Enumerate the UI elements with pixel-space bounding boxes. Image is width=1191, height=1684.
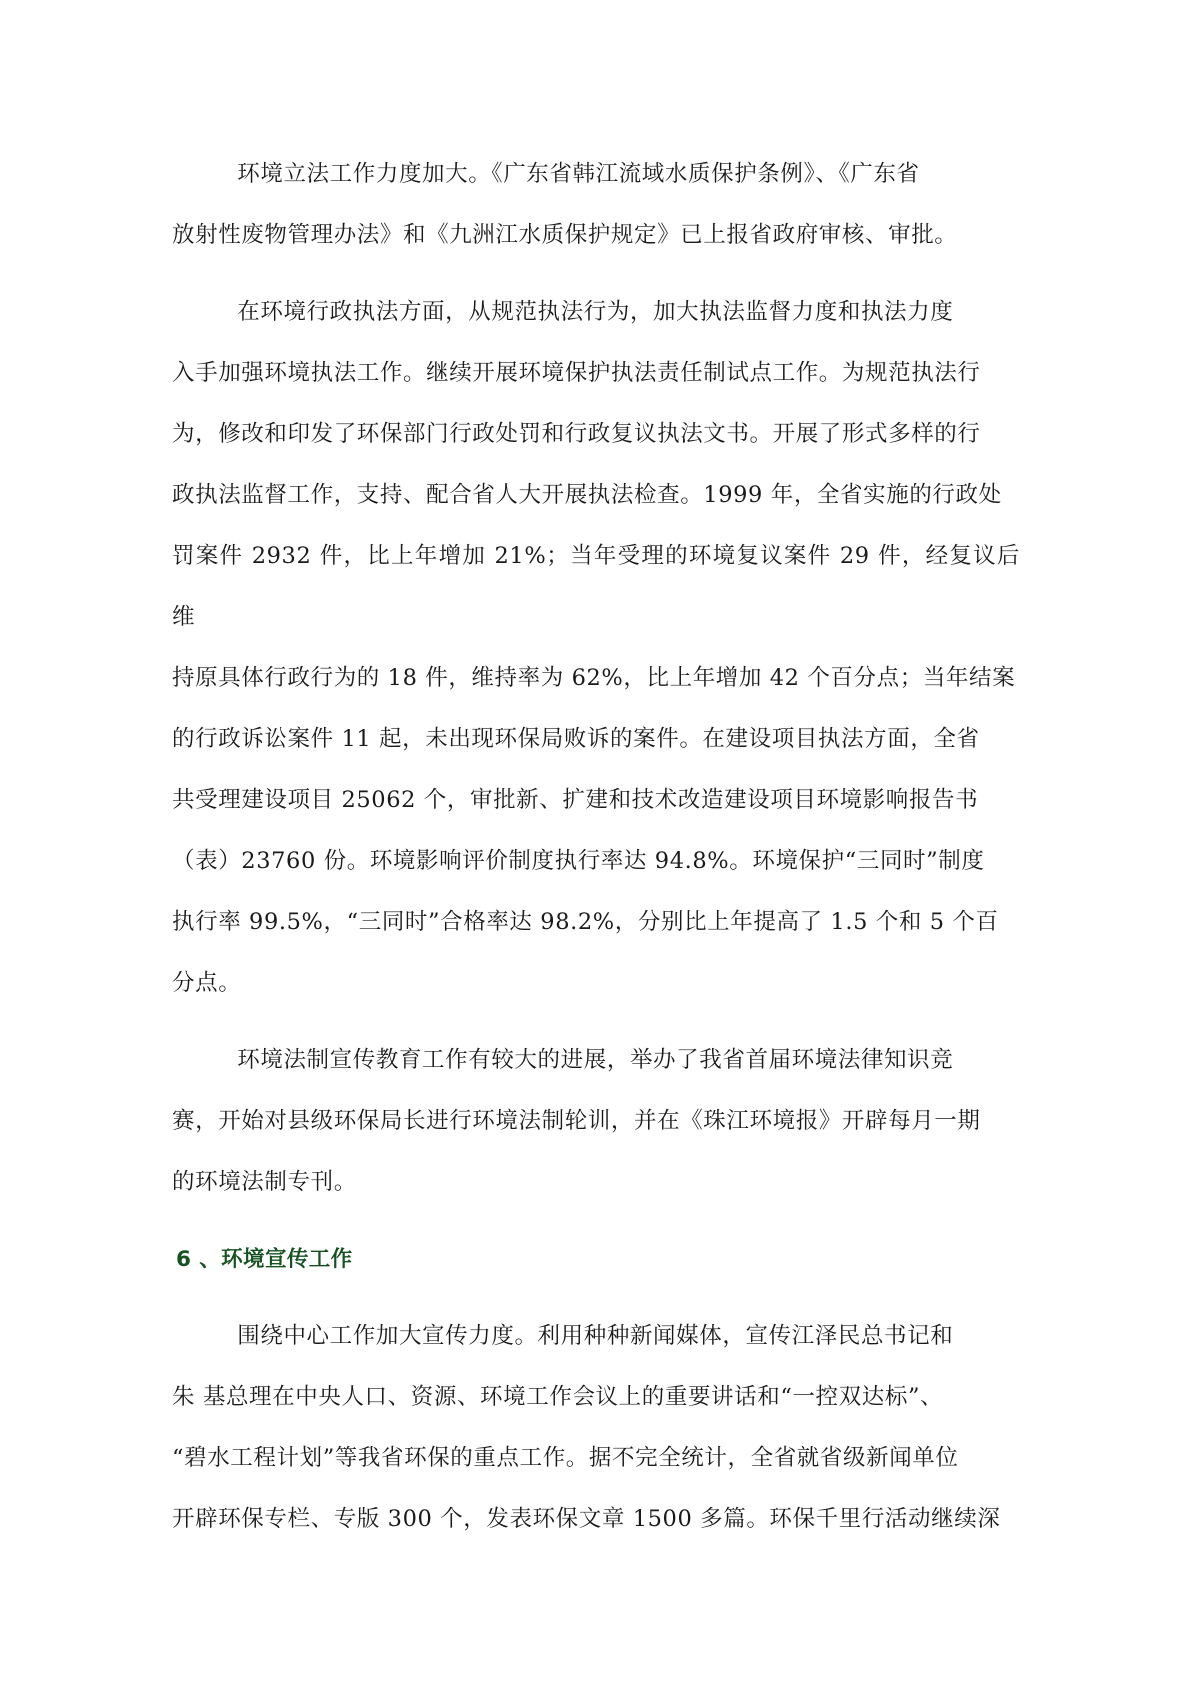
document-body xyxy=(172,144,1020,1566)
paragraph-administrative-enforcement: 在环境行政执法方面，从规范执法行为，加大执法监督力度和执法力度 入手加强环境执法工作。继续开展环境保护执法责任制试点工作。为规范执法行 为，修改和印发了环保部门行政处罚和行政复议执法文书。开展了形式多样的行 政执法监督工作，支持、配合省人大开展执法检查。1999 年，全省实施的行政处 罚案件 2932 件，比上年增加 21%；当年受理的环境复议案件 29 件，经复议后维 持原具体行政行为的 18 件，维持率为 62%，比上年增加 42 个百分点；当年结案 的行政诉讼案件 11 起，未出现环保局败诉的案件。在建设项目执法方面，全省 共受理建设项目 25062 个，审批新、扩建和技术改造建设项目环境影响报告书 （表）23760 份。环境影响评价制度执行率达 94.8%。环境保护“三同时”制度 执行率 99.5%，“三同时”合格率达 98.2%，分别比上年提高了 1.5 个和 5 个百 分点。 xyxy=(172,299,1020,996)
paragraph-publicity-work: 围绕中心工作加大宣传力度。利用种种新闻媒体，宣传江泽民总书记和 朱 基总理在中央人口、资源、环境工作会议上的重要讲话和“一控双达标”、 “碧水工程计划”等我省环保的重点工作。据不完全统计，全省就省级新闻单位 开辟环保专栏、专版 300 个，发表环保文章 1500 多篇。环保千里行活动继续深 xyxy=(172,1323,1001,1532)
paragraph-environmental-legislation: 环境立法工作力度加大。《广东省韩江流域水质保护条例》、《广东省 放射性废物管理办法》和《九洲江水质保护规定》已上报省政府审核、审批。 xyxy=(172,161,958,248)
paragraph-legal-education: 环境法制宣传教育工作有较大的进展，举办了我省首届环境法律知识竞 赛，开始对县级环保局长进行环境法制轮训，并在《珠江环境报》开辟每月一期 的环境法制专刊。 xyxy=(172,1047,981,1195)
section-heading-publicity: 6 、环境宣传工作 xyxy=(176,1247,353,1272)
